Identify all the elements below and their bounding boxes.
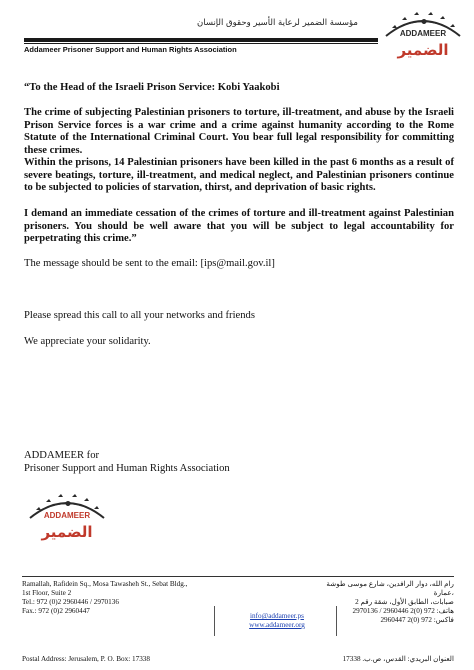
logo-bottom-text: ADDAMEER	[43, 511, 91, 520]
header-rule-thick	[24, 38, 378, 42]
letter-paragraph-2: Within the prisons, 14 Palestinian prisoners have been killed in the past 6 months as a result of severe beatings, torture, ill-treatment, and medical neglect, and Palestinian prisoners continue to be subjected to policies of starvation, thirst, and deprivation of basic rights.	[24, 157, 454, 194]
addameer-logo-bottom	[22, 484, 112, 546]
header-rule-thin	[24, 43, 378, 44]
letter-heading: “To the Head of the Israeli Prison Service: Kobi Yaakobi	[24, 82, 280, 93]
email-instruction: The message should be sent to the email: [ips@mail.gov.il]	[24, 258, 275, 269]
signature-line-1: ADDAMEER for	[24, 450, 100, 461]
footer-divider-left	[214, 606, 215, 636]
footer-left-line-1: Ramallah, Rafidein Sq., Mosa Tawasheh St., Sebat Bldg.,	[22, 580, 188, 588]
letter-paragraph-3: I demand an immediate cessation of the crimes of torture and ill-treatment against Palestinian prisoners. You should be well aware that you will be subject to legal accountability for perpetrating this crime.”	[24, 208, 454, 245]
letter-paragraph-1: The crime of subjecting Palestinian prisoners to torture, ill-treatment, and abuse by the Israeli Prison Service forces is a war crime and a crime against humanity according to the Rome Statute of the International Criminal Court. You bear full legal responsibility for committing these crimes.	[24, 107, 454, 156]
footer-website-link[interactable]: www.addameer.org	[249, 621, 305, 629]
footer-postal-arabic: العنوان البريدي: القدس، ص.ب. 17338	[342, 655, 454, 663]
footer-address-arabic	[322, 580, 454, 625]
footer-right-line-3: هاتف: 972 (0)2 2960446 / 2970136	[352, 607, 454, 615]
footer-contact	[222, 612, 332, 630]
footer-right-line-1: رام الله، دوار الرافدين، شارع موسى طوشة ،عمارة	[326, 580, 454, 597]
footer-postal-english: Postal Address: Jerusalem, P. O. Box: 17338	[22, 655, 150, 663]
logo-bottom-arabic: الضمير	[41, 523, 93, 541]
footer-right-line-4: فاكس: 972 (0)2 2960447	[380, 616, 454, 624]
footer-address-english	[22, 580, 212, 616]
solidarity-note: We appreciate your solidarity.	[24, 336, 151, 347]
footer-email-link[interactable]: info@addameer.ps	[250, 612, 304, 620]
footer-left-line-3: Tel.: 972 (0)2 2960446 / 2970136	[22, 598, 119, 606]
signature-line-2: Prisoner Support and Human Rights Association	[24, 463, 230, 474]
logo-top-text: ADDAMEER	[399, 29, 447, 38]
footer-rule	[22, 576, 454, 577]
spread-call: Please spread this call to all your networks and friends	[24, 310, 255, 321]
footer-right-line-2: صبابات، الطابق الأول، شقة رقم 2	[355, 598, 454, 606]
header-english-name: Addameer Prisoner Support and Human Rights Association	[24, 45, 237, 54]
footer-left-line-2: 1st Floor, Suite 2	[22, 589, 72, 597]
footer-left-line-4: Fax.: 972 (0)2 2960447	[22, 607, 90, 615]
addameer-logo-top	[378, 2, 468, 64]
header-arabic-name: مؤسسة الضمير لرعاية الأسير وحقوق الإنسان	[197, 18, 358, 28]
logo-top-arabic: الضمير	[397, 41, 449, 59]
